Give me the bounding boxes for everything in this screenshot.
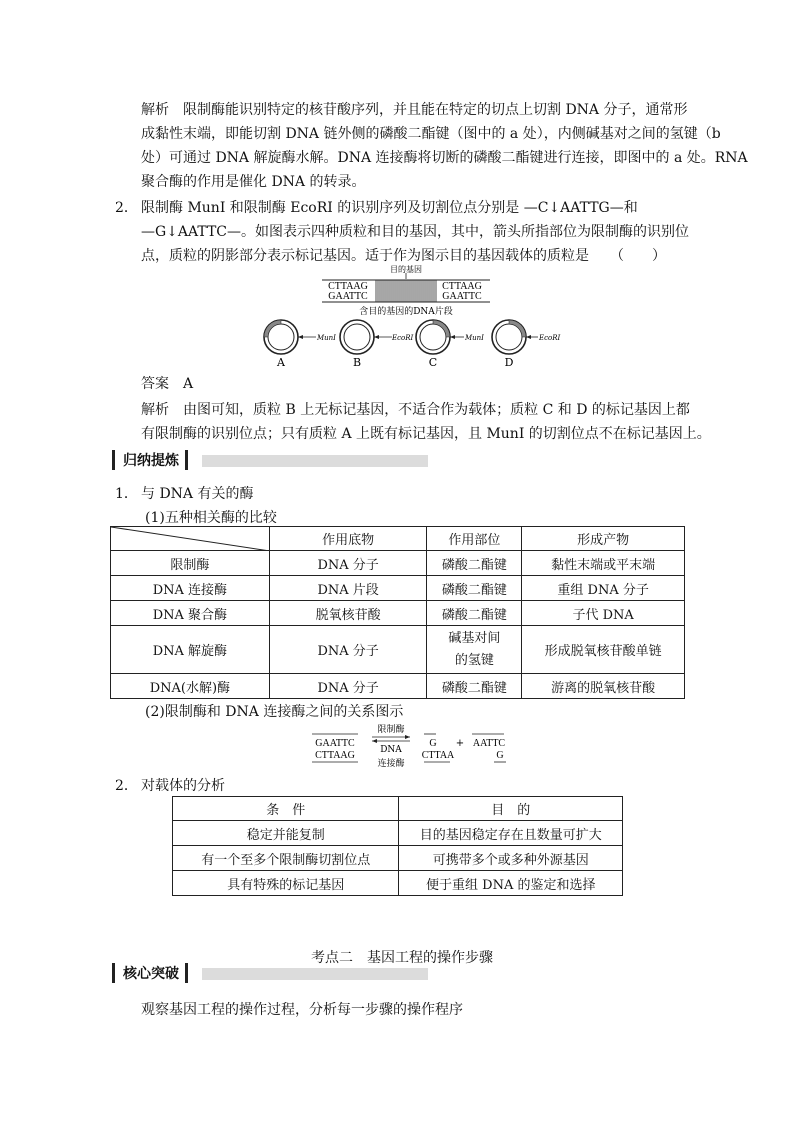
mun-label: MunⅠ (465, 334, 484, 342)
table-cell: 有一个至多个限制酶切割位点 (173, 846, 399, 871)
subsection-title-2: (2)限制酶和 DNA 连接酶之间的关系图示 (145, 704, 404, 720)
table-header: 形成产物 (522, 527, 685, 551)
label-c: C (428, 356, 438, 369)
right-bot-seq: GAATTC (442, 291, 482, 302)
plasmid-figure (250, 262, 570, 372)
seq-r2-top: AATTC (472, 738, 506, 749)
analysis2-line-2: 有限制酶的识别位点；只有质粒 A 上既有标记基因，且 MunⅠ 的切割位点不在标记基因上。 (141, 426, 711, 442)
analysis-line-2: 成黏性末端，即能切割 DNA 链外侧的磷酸二酯键（图中的 a 处），内侧碱基对之间的氢键（b (141, 126, 721, 142)
label-b: B (352, 356, 362, 369)
right-top-seq: CTTAAG (442, 281, 482, 292)
table-cell: DNA(水解)酶 (111, 674, 270, 699)
table-cell: 磷酸二酯键 (427, 601, 522, 626)
vector-table (172, 796, 623, 896)
label-a: A (277, 356, 285, 369)
table-cell: DNA 解旋酶 (111, 626, 270, 674)
subsection-title: (1)五种相关酶的比较 (145, 510, 277, 526)
section-title: 归纳提炼 (112, 450, 188, 470)
enzyme-table (110, 526, 685, 699)
question-line-1: 限制酶 MunⅠ 和限制酶 EcoRⅠ 的识别序列及切割位点分别是 —C↓AATTG—和 (141, 200, 638, 216)
plasmid-c (416, 320, 484, 354)
table-cell (427, 626, 522, 674)
seq-r1-top: G (429, 738, 437, 749)
table-cell: 黏性末端或平末端 (522, 551, 685, 576)
item-number: 1． (115, 486, 138, 502)
plasmid-b (340, 320, 414, 354)
question-line-3: 点，质粒的阴影部分表示标记基因。适于作为图示目的基因载体的质粒是 (141, 248, 589, 264)
question-line-2: —G↓AATTC—。如图表示四种质粒和目的基因，其中，箭头所指部位为限制酶的识别位 (141, 224, 690, 240)
table-cell: 稳定并能复制 (173, 821, 399, 846)
table-cell: DNA 分子 (269, 551, 427, 576)
table-cell: 游离的脱氧核苷酸 (522, 674, 685, 699)
key-point-title: 考点二 基因工程的操作步骤 (311, 950, 493, 966)
table-cell: 可携带多个或多种外源基因 (399, 846, 623, 871)
question-number: 2． (115, 200, 138, 216)
label-d: D (504, 356, 514, 369)
table-row (111, 674, 685, 699)
table-cell: 子代 DNA (522, 601, 685, 626)
item-number-2: 2． (115, 778, 138, 794)
table-corner-cell (111, 527, 270, 551)
table-cell: 磷酸二酯键 (427, 551, 522, 576)
table-cell: DNA 连接酶 (111, 576, 270, 601)
item-title-2: 对载体的分析 (141, 778, 225, 794)
table-header: 条 件 (173, 797, 399, 821)
left-top-seq: CTTAAG (328, 281, 368, 292)
analysis-line-4: 聚合酶的作用是催化 DNA 的转录。 (141, 174, 366, 190)
table-row (111, 551, 685, 576)
enzyme-relation-figure (300, 722, 520, 772)
table-header: 作用部位 (427, 527, 522, 551)
table-header: 目 的 (399, 797, 623, 821)
arrow-bot-label-1: DNA (380, 745, 402, 755)
table-row (111, 576, 685, 601)
seq-r1-bot: CTTAA (421, 750, 455, 761)
table-row (111, 626, 685, 674)
answer-paren: （ ） (610, 248, 666, 264)
table-cell: 便于重组 DNA 的鉴定和选择 (399, 871, 623, 896)
gene-label: 目的基因 (390, 265, 422, 274)
seq-left-top: GAATTC (315, 738, 355, 749)
section-header-summary (112, 453, 428, 469)
eco-label: EcoRⅠ (392, 334, 414, 342)
mun-label: MunⅠ (317, 334, 336, 342)
table-row (173, 821, 623, 846)
table-cell: DNA 分子 (269, 626, 427, 674)
table-cell: 磷酸二酯键 (427, 674, 522, 699)
table-header: 作用底物 (269, 527, 427, 551)
table-row (173, 846, 623, 871)
item-title: 与 DNA 有关的酶 (141, 486, 254, 502)
table-cell-line: 的氢键 (454, 652, 494, 668)
closing-line: 观察基因工程的操作过程，分析每一步骤的操作程序 (141, 1002, 463, 1018)
table-cell: DNA 分子 (269, 674, 427, 699)
table-cell-line: 碱基对间 (448, 630, 501, 646)
table-row (173, 871, 623, 896)
table-cell: 脱氧核苷酸 (269, 601, 427, 626)
table-cell: 形成脱氧核苷酸单链 (522, 626, 685, 674)
analysis-line-1: 解析 限制酶能识别特定的核苷酸序列，并且能在特定的切点上切割 DNA 分子，通常形 (141, 102, 688, 118)
analysis2-line-1: 解析 由图可知，质粒 B 上无标记基因，不适合作为载体；质粒 C 和 D 的标记基因上都 (141, 402, 690, 418)
arrow-bot-label-2: 连接酶 (377, 759, 405, 769)
table-cell: 限制酶 (111, 551, 270, 576)
table-cell: DNA 聚合酶 (111, 601, 270, 626)
seq-left-bot: CTTAAG (315, 750, 355, 761)
table-cell: 目的基因稳定存在且数量可扩大 (399, 821, 623, 846)
plus-sign: + (455, 738, 465, 749)
dna-fragment-caption: 含目的基因的DNA片段 (359, 307, 453, 317)
table-cell: 重组 DNA 分子 (522, 576, 685, 601)
plasmid-a (264, 320, 336, 354)
table-row (111, 601, 685, 626)
answer-text: 答案 A (141, 376, 194, 392)
seq-r2-bot: G (496, 750, 504, 761)
section-title-core: 核心突破 (112, 963, 188, 983)
arrow-top-label: 限制酶 (377, 725, 405, 735)
eco-label: EcoRⅠ (539, 334, 561, 342)
plasmid-d (492, 320, 561, 354)
left-bot-seq: GAATTC (328, 291, 368, 302)
table-cell: 磷酸二酯键 (427, 576, 522, 601)
analysis-line-3: 处）可通过 DNA 解旋酶水解。DNA 连接酶将切断的磷酸二酯键进行连接，即图中的 a 处。RNA (141, 150, 748, 166)
section-header-core (112, 966, 428, 982)
table-cell: DNA 片段 (269, 576, 427, 601)
table-cell: 具有特殊的标记基因 (173, 871, 399, 896)
